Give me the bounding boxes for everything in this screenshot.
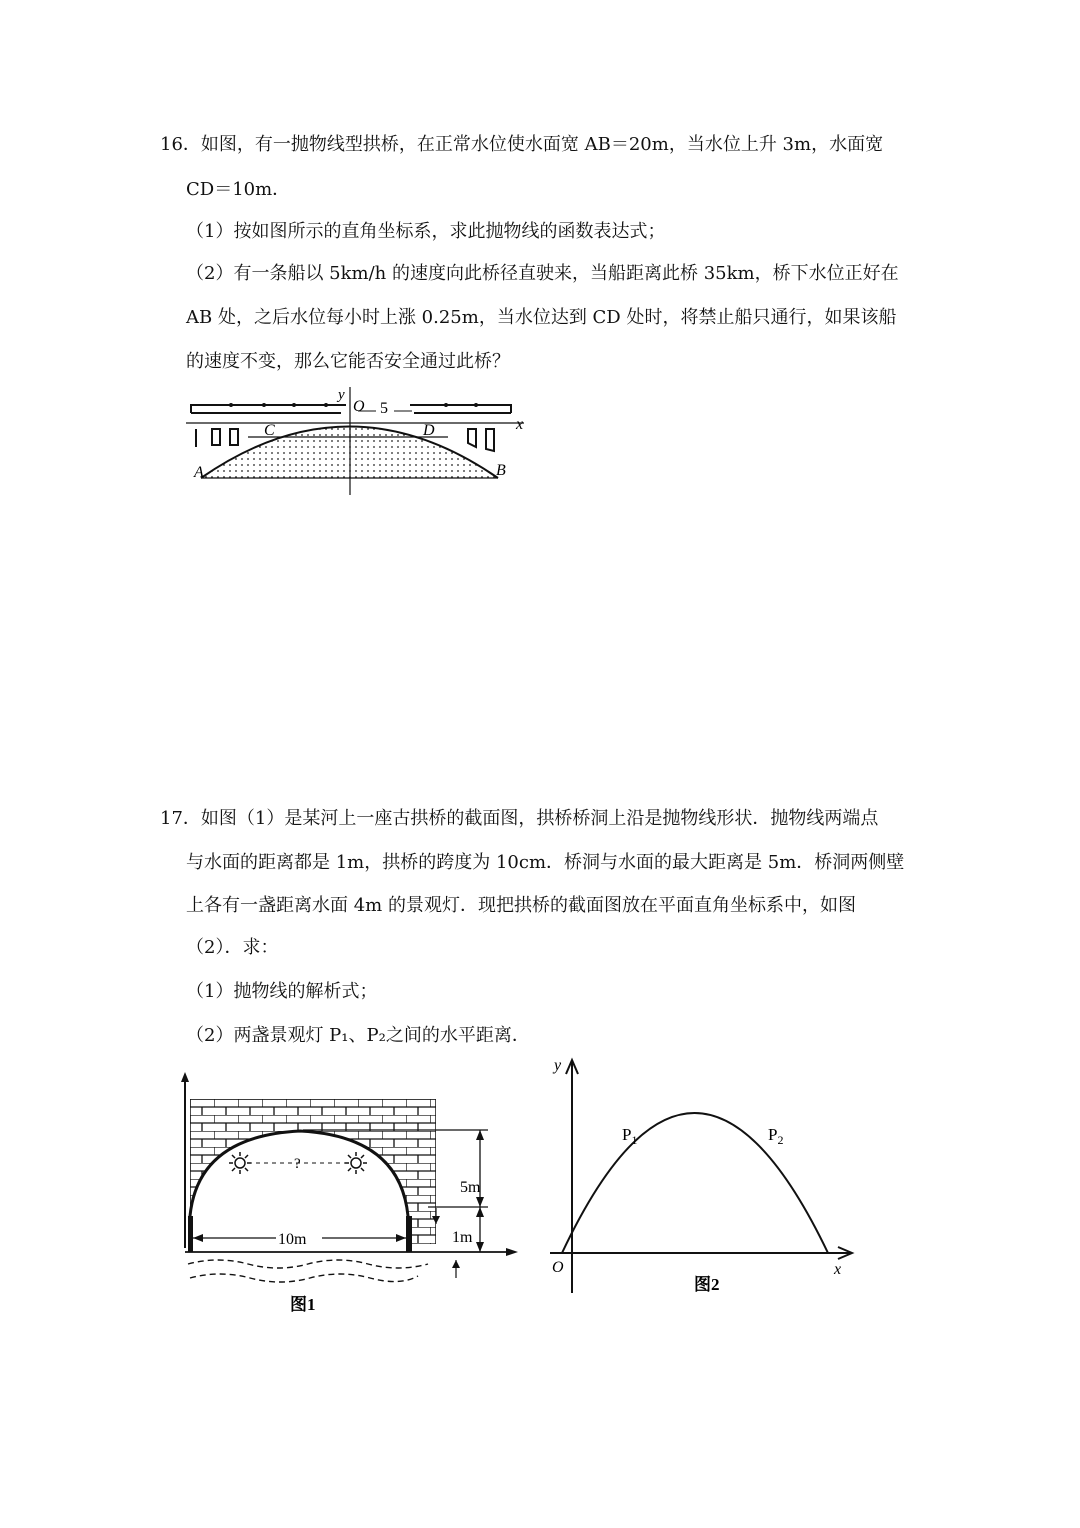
- q17-line-3: 上各有一盏距离水面 4m 的景观灯．现把拱桥的截面图放在平面直角坐标系中，如图: [186, 895, 856, 916]
- q16-part-2: （2）有一条船以 5km/h 的速度向此桥径直驶来，当船距离此桥 35km，桥下水位正好在: [186, 263, 899, 284]
- q17-part-1: （1）抛物线的解析式；: [186, 981, 378, 1002]
- q16-y-label: y: [338, 387, 345, 403]
- lamp-left-icon: [229, 1152, 251, 1174]
- fig2-y-label: y: [554, 1057, 562, 1074]
- lamp-right-icon: [345, 1152, 367, 1174]
- height-5m-label: 5m: [460, 1179, 481, 1196]
- point-b-label: B: [496, 462, 506, 479]
- fig2-x-label: x: [834, 1261, 842, 1278]
- unknown-distance-label: ?: [294, 1156, 301, 1172]
- point-p1-label: $P_1$: [622, 1125, 638, 1147]
- q16-origin-label: O: [353, 398, 365, 415]
- figure-2-caption: 图2: [694, 1275, 720, 1294]
- q16-part-1: （1）按如图所示的直角坐标系，求此抛物线的函数表达式；: [186, 221, 666, 242]
- span-10m-label: 10m: [278, 1231, 307, 1248]
- point-p2-label: $P_2$: [768, 1125, 784, 1147]
- q16-five-label: 5: [380, 400, 388, 417]
- q16-x-label: x: [516, 416, 524, 433]
- q16-line-1: 16．如图，有一抛物线型拱桥，在正常水位使水面宽 AB＝20m，当水位上升 3m，水面宽: [160, 134, 884, 155]
- point-d-label: D: [423, 422, 435, 439]
- q17-line-4: （2）．求：: [186, 937, 279, 958]
- q16-line-6: 的速度不变，那么它能否安全通过此桥？: [186, 351, 510, 372]
- q16-line-5: AB 处，之后水位每小时上涨 0.25m，当水位达到 CD 处时，将禁止船只通行，如果该船: [186, 307, 897, 328]
- q17-figure-2: [542, 1048, 860, 1300]
- fig2-parabola: [562, 1113, 828, 1253]
- q17-line-2: 与水面的距离都是 1m，拱桥的跨度为 10cm．桥洞与水面的最大距离是 5m．桥洞两侧壁: [186, 852, 905, 873]
- q17-line-1: 17．如图（1）是某河上一座古拱桥的截面图，拱桥桥洞上沿是抛物线形状．抛物线两端点: [160, 808, 879, 829]
- point-a-label: A: [194, 464, 204, 481]
- figure-1-caption: 图1: [290, 1295, 316, 1314]
- q16-bridge-figure: [186, 385, 536, 497]
- height-1m-label: 1m: [452, 1229, 473, 1246]
- fig2-origin-label: O: [552, 1259, 564, 1276]
- water-waves: [188, 1260, 428, 1282]
- point-c-label: C: [264, 422, 275, 439]
- q16-line-2: CD＝10m．: [186, 179, 291, 200]
- q17-figure-1: [178, 1066, 523, 1318]
- q17-part-2: （2）两盏景观灯 P₁、P₂之间的水平距离．: [186, 1025, 530, 1046]
- bridge-deck: [191, 405, 511, 413]
